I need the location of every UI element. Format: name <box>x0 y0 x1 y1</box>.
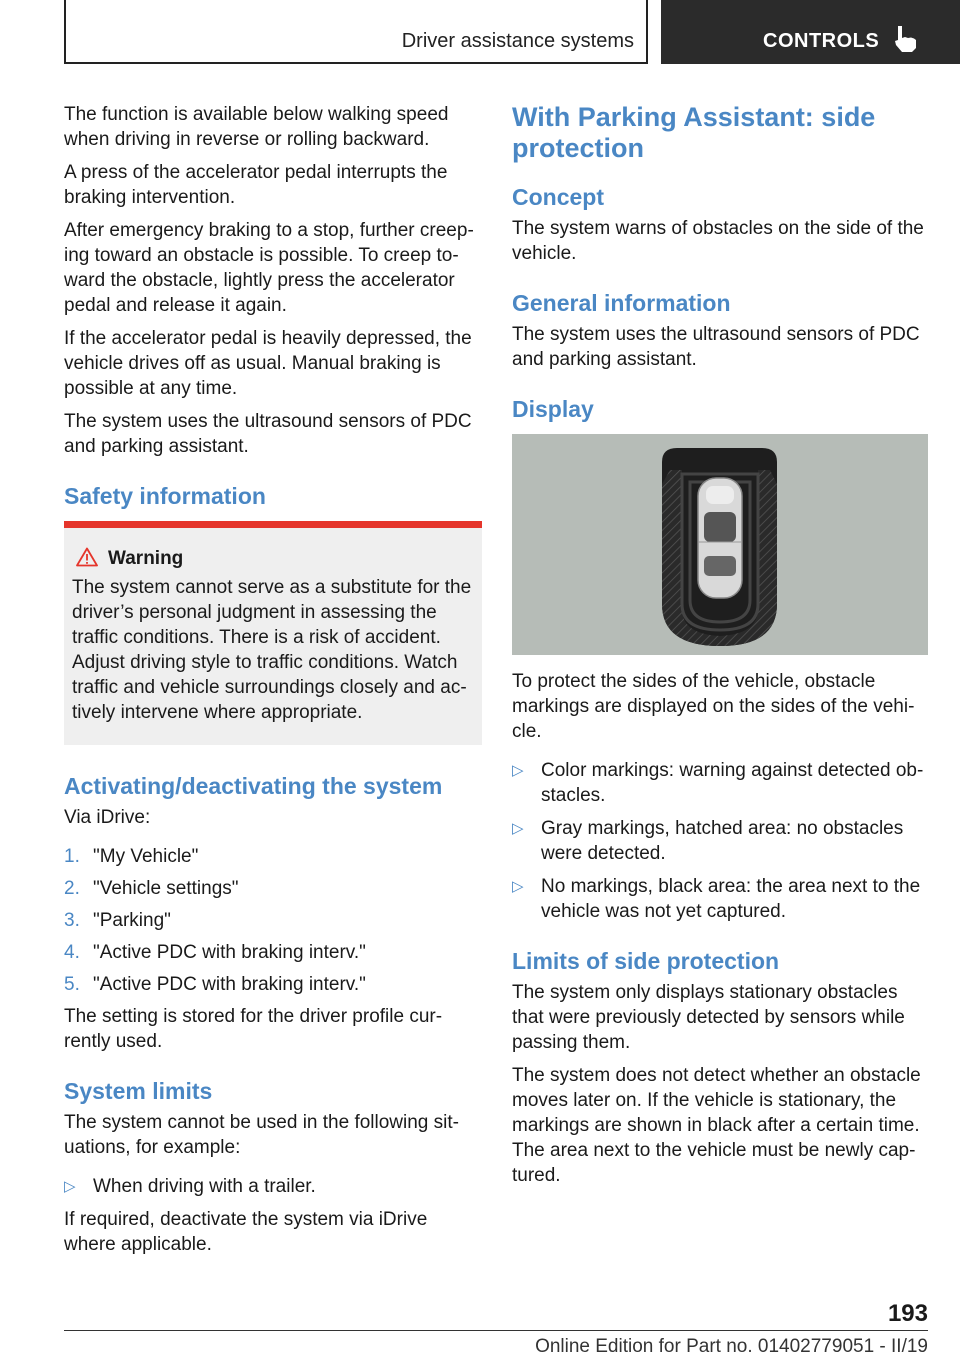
side-protection-display-image <box>512 434 928 655</box>
paragraph: If required, deactivate the system via iDrive where applicable. <box>64 1209 428 1255</box>
list-item: 1. "My Vehicle" <box>64 846 199 867</box>
warning-title <box>108 546 474 571</box>
list-item: 3. "Parking" <box>64 910 171 931</box>
list-item: ▷ No markings, black area: the area next to the vehicle was not yet captured. <box>512 876 921 922</box>
paragraph: A press of the accelerator pedal interrupts the braking intervention. <box>64 162 448 208</box>
warning-text: The system cannot serve as a substitute for the driver’s personal judgment in assessing the traffic conditions. There is a risk of accident. Adjust driving style to traffic conditions. Watch traffic and vehicle surroundings closely and actively intervene where appropriate. <box>72 577 472 723</box>
list-item: 2. "Vehicle settings" <box>64 878 239 899</box>
left-column <box>64 102 482 1265</box>
markings-list <box>512 758 930 924</box>
paragraph: The function is available below walking speed when driving in reverse or rolling backward. <box>64 104 449 150</box>
warning-title-text: Warning <box>108 548 184 569</box>
bullet-triangle-icon: ▷ <box>512 878 524 895</box>
running-header <box>64 0 648 64</box>
steps-list <box>64 844 482 997</box>
safety-heading: Safety information <box>64 483 266 509</box>
main-heading: With Parking Assistant: side protection <box>512 102 876 163</box>
paragraph: The system warns of obstacles on the side of the vehicle. <box>512 218 924 264</box>
paragraph: The system uses the ultrasound sensors of PDC and parking assistant. <box>64 411 472 457</box>
side-limits-heading: Limits of side protection <box>512 948 780 974</box>
bullet-triangle-icon: ▷ <box>64 1178 76 1195</box>
list-item: 5. "Active PDC with braking interv." <box>64 974 366 995</box>
paragraph: To protect the sides of the vehicle, obstacle markings are displayed on the sides of the vehicle. <box>512 671 915 742</box>
section-title: Driver assistance systems <box>401 30 634 52</box>
limits-list <box>64 1174 482 1199</box>
activating-heading: Activating/deactivating the system <box>64 773 443 799</box>
bullet-triangle-icon: ▷ <box>512 762 524 779</box>
paragraph: If the accelerator pedal is heavily depressed, the vehicle drives off as usual. Manual braking is possible at any time. <box>64 328 472 399</box>
general-heading: General information <box>512 290 731 316</box>
page-number: 193 <box>887 1300 928 1327</box>
paragraph: The system only displays stationary obstacles that were previously detected by sensors while passing them. <box>512 982 905 1053</box>
chapter-tab <box>661 0 960 64</box>
pointing-hand-icon <box>893 24 921 54</box>
list-item: ▷ Gray markings, hatched area: no obstacles were detected. <box>512 818 904 864</box>
paragraph: The setting is stored for the driver profile currently used. <box>64 1006 443 1052</box>
car-top-view-illustration <box>512 434 928 655</box>
paragraph: The system does not detect whether an obstacle moves later on. If the vehicle is stationary, the markings are shown in black after a certain time. The area next to the vehicle must be newly captured. <box>512 1065 921 1186</box>
paragraph: The system cannot be used in the following situations, for example: <box>64 1112 459 1158</box>
list-item: ▷ Color markings: warning against detected obstacles. <box>512 760 924 806</box>
concept-heading: Concept <box>512 184 604 210</box>
paragraph: After emergency braking to a stop, further creeping toward an obstacle is possible. To creep toward the obstacle, lightly press the accelerator pedal and release it again. <box>64 220 474 316</box>
chapter-title: CONTROLS <box>763 30 880 52</box>
warning-triangle-icon <box>76 547 98 567</box>
paragraph: The system uses the ultrasound sensors of PDC and parking assistant. <box>512 324 920 370</box>
via-idrive: Via iDrive: <box>64 807 151 828</box>
list-item: ▷ When driving with a trailer. <box>64 1176 316 1197</box>
limits-heading: System limits <box>64 1078 213 1104</box>
bullet-triangle-icon: ▷ <box>512 820 524 837</box>
warning-box <box>64 521 482 745</box>
display-heading: Display <box>512 396 594 422</box>
list-item: 4. "Active PDC with braking interv." <box>64 942 366 963</box>
edition-note: Online Edition for Part no. 01402779051 - II/19 <box>535 1336 928 1357</box>
footer-divider <box>64 1330 928 1331</box>
right-column <box>512 102 930 1196</box>
